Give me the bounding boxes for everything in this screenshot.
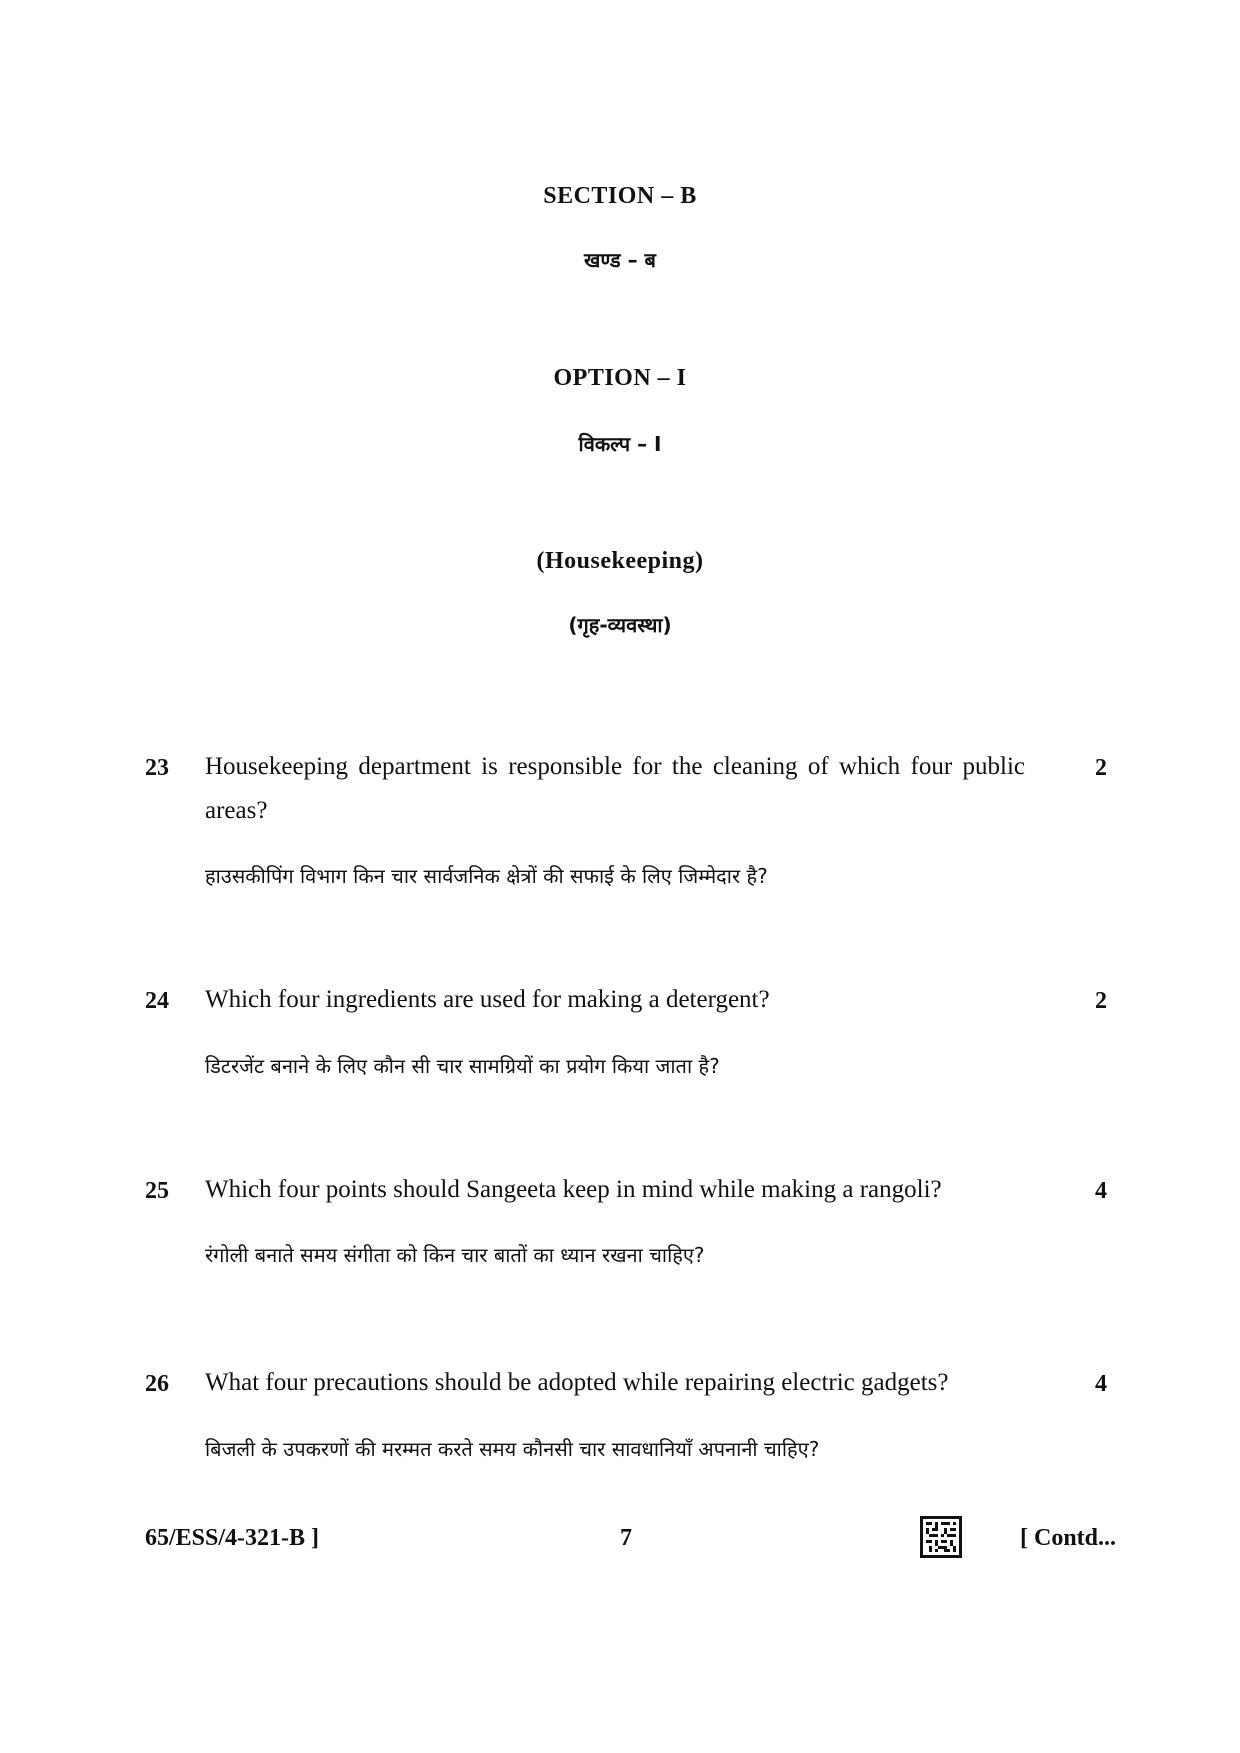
option-title: OPTION – I — [553, 365, 687, 391]
topic-title: (Housekeeping) — [536, 548, 704, 574]
question-text: Housekeeping department is responsible for the cleaning of which four public areas? — [205, 753, 1025, 824]
question-number: 26 — [145, 1371, 169, 1397]
question-text: Which four points should Sangeeta keep in mind while making a rangoli? — [205, 1176, 942, 1203]
question-text: Which four ingredients are used for making a detergent? — [205, 986, 770, 1013]
page-number: 7 — [620, 1525, 632, 1551]
topic-title-hindi: (गृह-व्यवस्था) — [568, 613, 672, 637]
question-marks: 2 — [1095, 755, 1107, 781]
continued-label: [ Contd... — [1020, 1525, 1117, 1551]
question-marks: 4 — [1095, 1371, 1107, 1397]
question-text-hindi: बिजली के उपकरणों की मरम्मत करते समय कौनसी चार सावधानियाँ अपनानी चाहिए? — [205, 1437, 820, 1461]
question-number: 25 — [145, 1178, 169, 1204]
question-number: 24 — [145, 988, 169, 1014]
question-marks: 4 — [1095, 1178, 1107, 1204]
qr-code-icon — [920, 1516, 962, 1558]
paper-code: 65/ESS/4-321-B ] — [145, 1525, 320, 1551]
question-text-hindi: रंगोली बनाते समय संगीता को किन चार बातों का ध्यान रखना चाहिए? — [205, 1243, 705, 1267]
option-title-hindi: विकल्प – I — [578, 432, 662, 456]
section-title: SECTION – B — [543, 183, 697, 209]
question-marks: 2 — [1095, 988, 1107, 1014]
question-text-hindi: डिटरजेंट बनाने के लिए कौन सी चार सामग्रियों का प्रयोग किया जाता है? — [205, 1054, 720, 1078]
question-text: What four precautions should be adopted while repairing electric gadgets? — [205, 1369, 949, 1396]
section-title-hindi: खण्ड – ब — [584, 248, 656, 272]
question-text-hindi: हाउसकीपिंग विभाग किन चार सार्वजनिक क्षेत्रों की सफाई के लिए जिम्मेदार है? — [205, 864, 768, 888]
question-number: 23 — [145, 755, 169, 781]
